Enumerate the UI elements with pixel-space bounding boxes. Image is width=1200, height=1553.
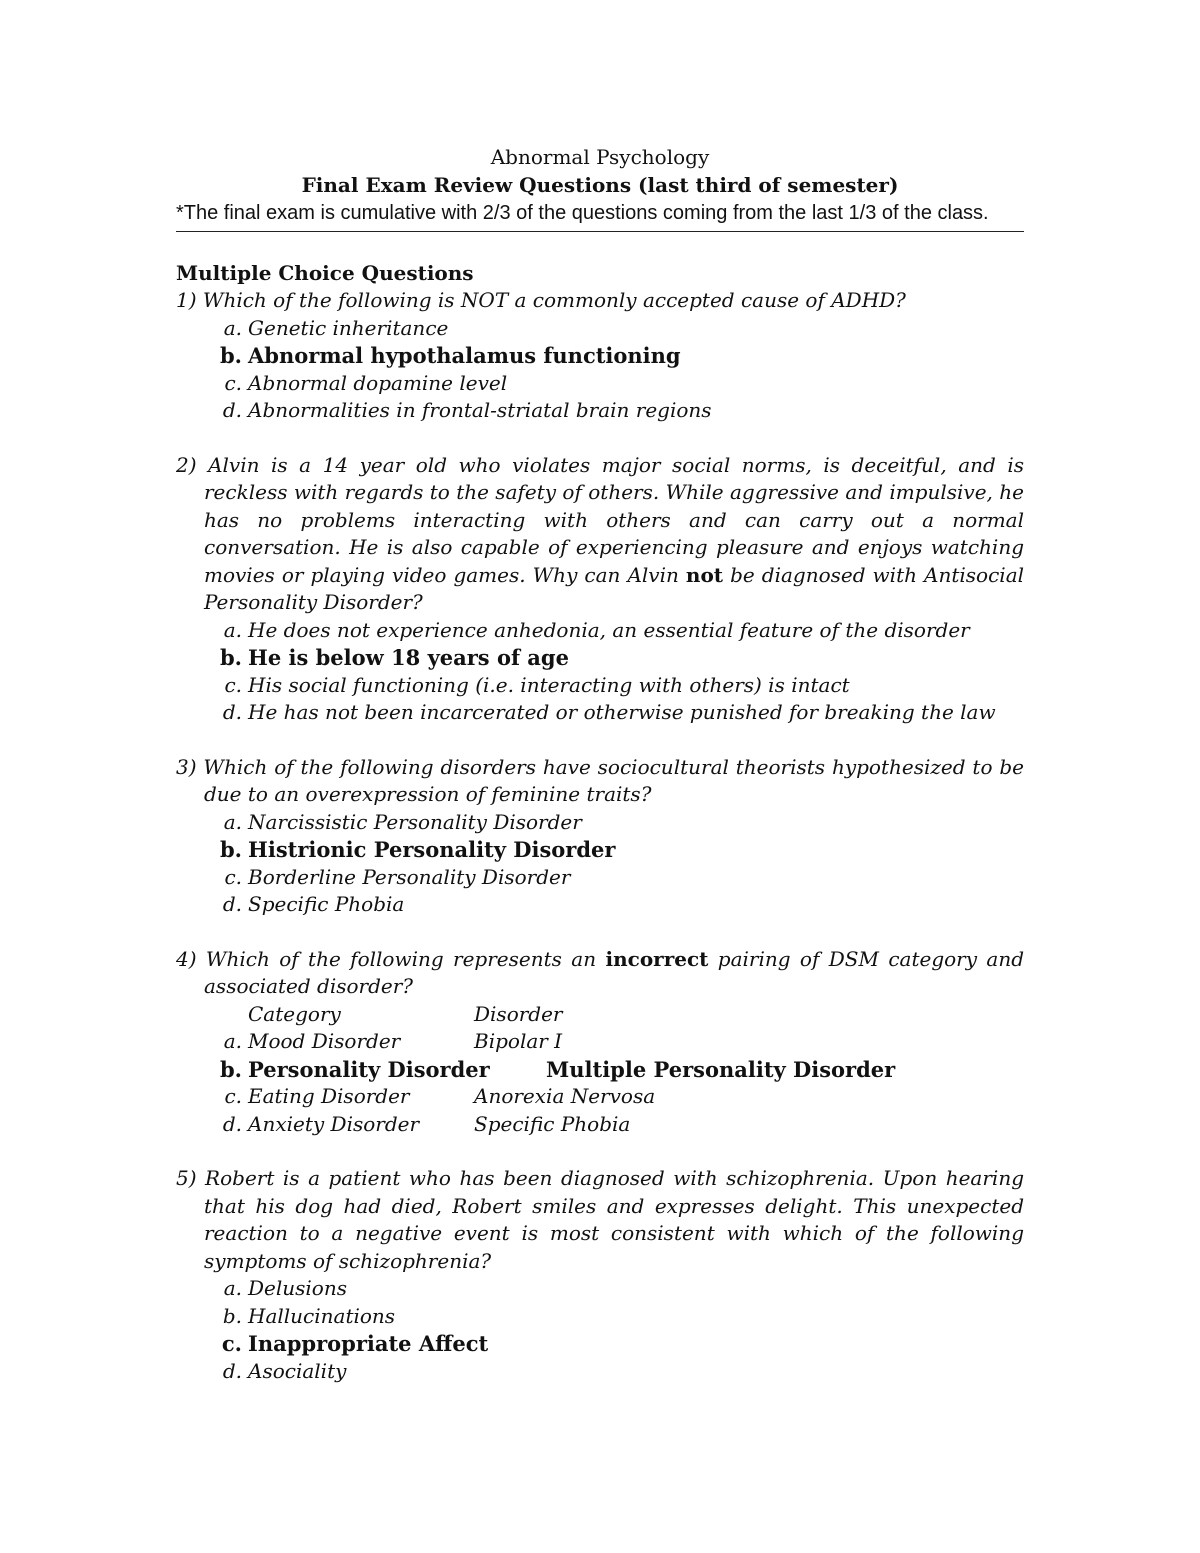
- question-body-end: pairing of DSM category and associated disorder?: [204, 946, 1025, 998]
- option-letter: b.: [220, 343, 242, 368]
- section-heading: Multiple Choice Questions: [176, 261, 474, 285]
- question-1: [176, 287, 1024, 425]
- question-body: Which of the following disorders have sociocultural theorists hypothesized to be due to an overexpression of feminine traits?: [203, 754, 1025, 806]
- option-letter: c.: [224, 1084, 242, 1108]
- question-5: [176, 1165, 1024, 1385]
- category-header: Category: [248, 1001, 341, 1026]
- option-c-answer: [176, 1330, 1024, 1358]
- option-letter: b.: [220, 645, 242, 670]
- question-number: 3): [176, 754, 197, 779]
- question-body: Robert is a patient who has been diagnosed with schizophrenia. Upon hearing that his dog had died, Robert smiles and expresses delight. This unexpected reaction to a negative event is most consistent with which of the following symptoms of schizophrenia?: [204, 1166, 1024, 1273]
- option-text: His social functioning (i.e. interacting with others) is intact: [248, 672, 850, 697]
- pairing-table: [176, 1001, 1024, 1139]
- option-letter: c.: [224, 672, 242, 697]
- option-text: Inappropriate Affect: [248, 1331, 489, 1356]
- option-letter: a.: [223, 1276, 242, 1300]
- option-text: He is below 18 years of age: [248, 645, 569, 670]
- option-disorder: Bipolar I: [474, 1029, 563, 1053]
- option-d: [176, 1358, 1024, 1386]
- option-text: He has not been incarcerated or otherwise punished for breaking the law: [248, 700, 996, 724]
- option-letter: b.: [220, 837, 242, 862]
- option-letter: d.: [222, 892, 242, 916]
- options-list: [176, 809, 1024, 919]
- option-a: [176, 809, 1024, 837]
- question-body-end: be diagnosed with Antisocial Personality Disorder?: [204, 562, 1025, 614]
- option-letter: a.: [223, 1029, 242, 1053]
- option-text: Abnormal hypothalamus functioning: [248, 343, 681, 368]
- option-disorder: Multiple Personality Disorder: [546, 1056, 896, 1082]
- option-letter: a.: [223, 315, 242, 340]
- question-body: Alvin is a 14 year old who violates major social norms, is deceitful, and is reckless with regards to the safety of others. While aggressive and impulsive, he has no problems interacting with others and can carry out a normal conversation. He is also capable of experiencing pleasure and enjoys watching movies or playing video games. Why can Alvin: [204, 452, 1024, 587]
- option-letter: c.: [224, 370, 242, 395]
- option-letter: c.: [224, 864, 242, 889]
- option-text: Histrionic Personality Disorder: [248, 837, 616, 862]
- question-body: Which of the following is NOT a commonly accepted cause of ADHD?: [202, 288, 906, 312]
- option-b-answer: [176, 1056, 1024, 1084]
- option-letter: d.: [222, 700, 242, 724]
- options-list: [176, 315, 1024, 425]
- question-number: 5): [176, 1166, 197, 1190]
- question-text: [176, 1165, 1024, 1275]
- question-text: [176, 946, 1024, 1001]
- document-title: Abnormal Psychology: [490, 145, 710, 169]
- option-b: [176, 1303, 1024, 1331]
- option-d: [176, 1111, 1024, 1139]
- option-d: [176, 891, 1024, 919]
- option-letter: a.: [223, 617, 242, 642]
- question-text: [176, 287, 1024, 315]
- document-subtitle: Final Exam Review Questions (last third of semester): [301, 173, 899, 197]
- question-text: [176, 754, 1024, 809]
- option-letter: c.: [221, 1331, 242, 1356]
- option-b-answer: [176, 342, 1024, 370]
- disorder-header: Disorder: [474, 1001, 563, 1026]
- option-text: Abnormalities in frontal-striatal brain regions: [248, 398, 712, 422]
- option-letter: d.: [222, 398, 242, 422]
- document-page: [176, 143, 1024, 1385]
- question-number: 4): [176, 946, 197, 971]
- option-b-answer: [176, 644, 1024, 672]
- option-text: Genetic inheritance: [248, 315, 449, 340]
- option-category: Personality Disorder: [248, 1056, 490, 1082]
- option-c: [176, 370, 1024, 398]
- option-d: [176, 397, 1024, 425]
- option-letter: d.: [222, 1358, 242, 1383]
- option-category: Anxiety Disorder: [248, 1111, 420, 1136]
- option-a: [176, 1028, 1024, 1056]
- option-disorder: Specific Phobia: [474, 1111, 631, 1136]
- option-text: Borderline Personality Disorder: [248, 864, 571, 889]
- option-c: [176, 864, 1024, 892]
- pairing-header: [176, 1001, 1024, 1029]
- option-letter: b.: [220, 1056, 242, 1082]
- option-text: Asociality: [248, 1358, 347, 1383]
- question-emphasis: incorrect: [605, 946, 709, 971]
- option-disorder: Anorexia Nervosa: [474, 1084, 656, 1108]
- option-text: Narcissistic Personality Disorder: [248, 809, 582, 834]
- question-text: [176, 452, 1024, 617]
- option-text: Specific Phobia: [248, 892, 405, 916]
- option-category: Mood Disorder: [248, 1029, 401, 1053]
- option-letter: b.: [222, 1303, 242, 1328]
- option-a: [176, 315, 1024, 343]
- option-c: [176, 1083, 1024, 1111]
- option-category: Eating Disorder: [248, 1084, 410, 1108]
- options-list: [176, 1275, 1024, 1385]
- question-3: [176, 754, 1024, 919]
- question-4: [176, 946, 1024, 1139]
- option-b-answer: [176, 836, 1024, 864]
- option-text: Delusions: [248, 1276, 347, 1300]
- option-c: [176, 672, 1024, 700]
- question-2: [176, 452, 1024, 727]
- option-letter: a.: [223, 809, 242, 834]
- question-emphasis: not: [685, 562, 724, 587]
- option-text: Hallucinations: [248, 1303, 396, 1328]
- option-letter: d.: [222, 1111, 242, 1136]
- exam-note: *The final exam is cumulative with 2/3 of the questions coming from the last 1/3 of the class.: [176, 199, 1024, 232]
- option-a: [176, 1275, 1024, 1303]
- option-d: [176, 699, 1024, 727]
- option-text: He does not experience anhedonia, an essential feature of the disorder: [248, 617, 970, 642]
- options-list: [176, 617, 1024, 727]
- question-body: Which of the following represents an: [205, 946, 597, 971]
- question-number: 2): [176, 452, 197, 477]
- option-a: [176, 617, 1024, 645]
- option-text: Abnormal dopamine level: [248, 370, 508, 395]
- question-number: 1): [176, 288, 197, 312]
